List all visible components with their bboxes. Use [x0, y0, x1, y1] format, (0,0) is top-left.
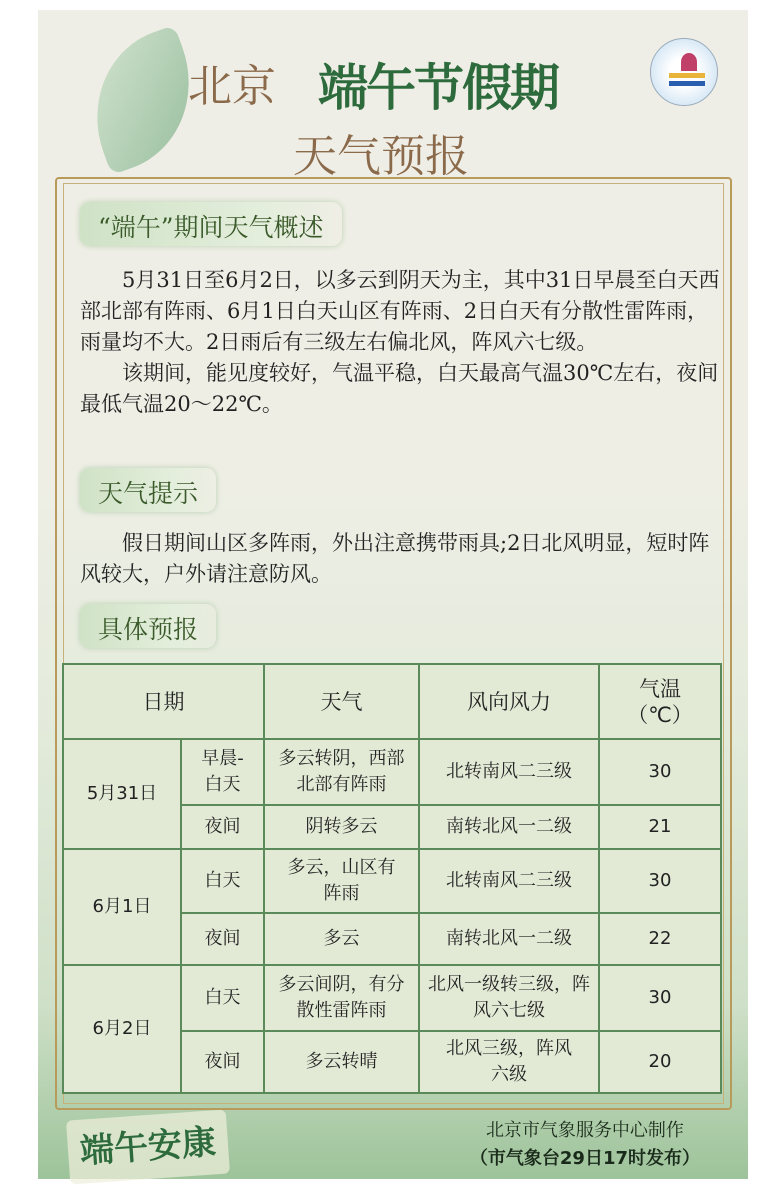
poster — [38, 10, 748, 1179]
temp-cell: 30 — [599, 739, 721, 805]
title-subtitle: 天气预报 — [293, 131, 469, 182]
weather-cell: 多云，山区有阵雨 — [264, 849, 419, 913]
weather-cell: 多云转晴 — [264, 1031, 419, 1093]
date-cell: 6月2日 — [63, 965, 181, 1093]
footer-credits — [470, 1117, 700, 1173]
duanwu-ankang-badge: 端午安康 — [66, 1109, 230, 1184]
tips-heading: 天气提示 — [80, 468, 216, 512]
date-cell: 6月1日 — [63, 849, 181, 965]
weather-cell: 阴转多云 — [264, 805, 419, 849]
overview-heading: “端午”期间天气概述 — [80, 202, 342, 246]
table-row — [63, 965, 721, 1031]
period-cell: 夜间 — [181, 913, 264, 965]
col-weather: 天气 — [264, 664, 419, 739]
weather-cell: 多云间阴，有分散性雷阵雨 — [264, 965, 419, 1031]
wind-cell: 南转北风一二级 — [419, 913, 599, 965]
temp-cell: 30 — [599, 965, 721, 1031]
temp-cell: 22 — [599, 913, 721, 965]
wind-cell: 北转南风二三级 — [419, 739, 599, 805]
period-cell: 白天 — [181, 849, 264, 913]
period-cell: 夜间 — [181, 805, 264, 849]
overview-text — [80, 265, 720, 420]
period-cell: 白天 — [181, 965, 264, 1031]
wind-cell: 北风三级，阵风六级 — [419, 1031, 599, 1093]
temp-cell: 21 — [599, 805, 721, 849]
col-wind: 风向风力 — [419, 664, 599, 739]
col-temp: 气温（℃） — [599, 664, 721, 739]
wind-cell: 南转北风一二级 — [419, 805, 599, 849]
forecast-table — [62, 663, 722, 1094]
producer-text: 北京市气象服务中心制作 — [485, 1120, 684, 1141]
wind-cell: 北风一级转三级，阵风六七级 — [419, 965, 599, 1031]
tips-paragraph: 假日期间山区多阵雨，外出注意携带雨具;2日北风明显，短时阵风较大，户外请注意防风。 — [80, 531, 710, 586]
period-cell: 夜间 — [181, 1031, 264, 1093]
table-row — [63, 849, 721, 913]
overview-paragraph: 5月31日至6月2日，以多云到阴天为主，其中31日早晨至白天西部北部有阵雨、6月1日白天山区有阵雨、2日白天有分散性雷阵雨，雨量均不大。2日雨后有三级左右偏北风，阵风六七级。 — [80, 268, 720, 354]
wind-cell: 北转南风二三级 — [419, 849, 599, 913]
temp-cell: 20 — [599, 1031, 721, 1093]
tips-text — [80, 528, 720, 590]
meteorological-service-logo — [650, 38, 718, 106]
weather-cell: 多云 — [264, 913, 419, 965]
period-cell: 早晨-白天 — [181, 739, 264, 805]
weather-cell: 多云转阴，西部北部有阵雨 — [264, 739, 419, 805]
temp-cell: 30 — [599, 849, 721, 913]
date-cell: 5月31日 — [63, 739, 181, 849]
table-row — [63, 739, 721, 805]
col-date: 日期 — [63, 664, 264, 739]
title-festival: 端午节假期 — [318, 59, 558, 117]
forecast-heading: 具体预报 — [80, 604, 216, 648]
overview-paragraph: 该期间，能见度较好，气温平稳，白天最高气温30℃左右，夜间最低气温20～22℃。 — [80, 361, 719, 416]
title-city: 北京 — [188, 61, 276, 112]
release-text: （市气象台29日17时发布） — [469, 1148, 700, 1169]
table-header-row — [63, 664, 721, 739]
